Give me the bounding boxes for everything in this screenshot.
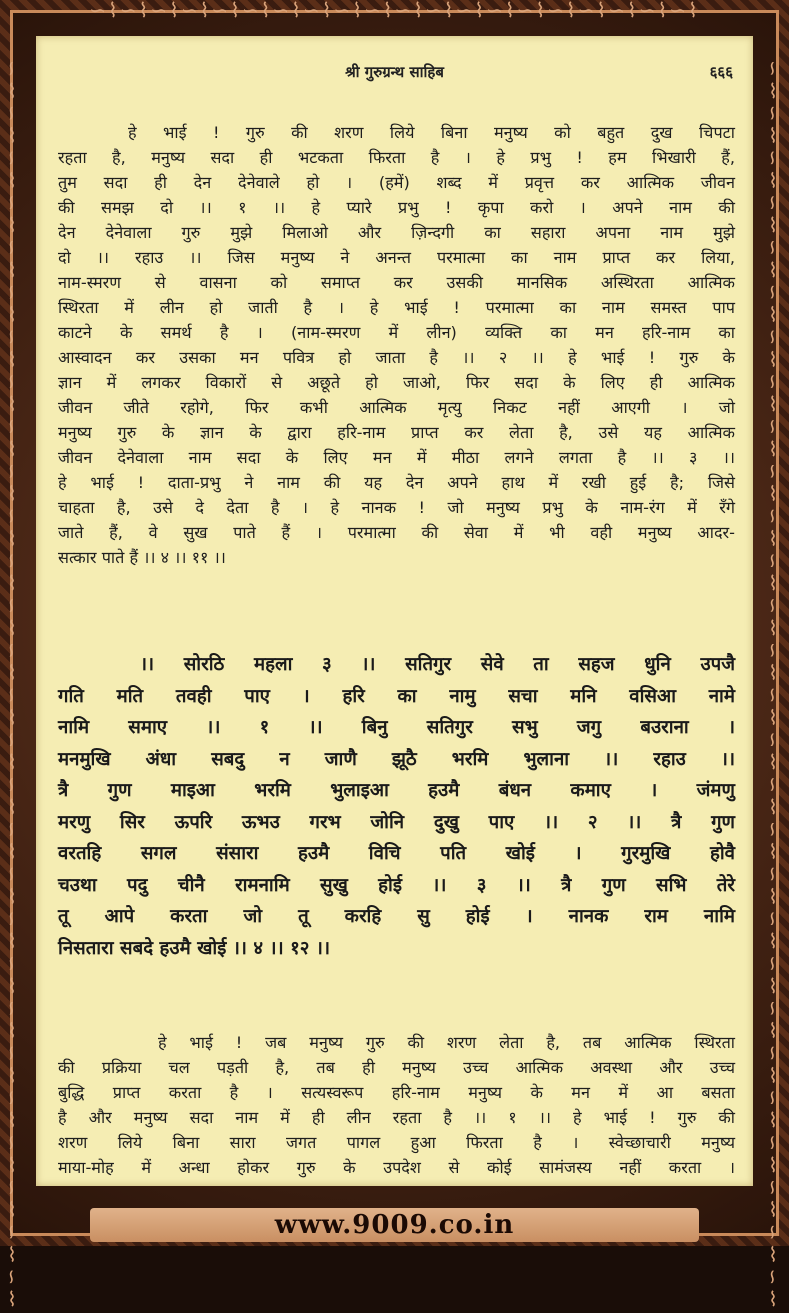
verse-line: चउथा पदु चीनै रामनामि सुखु होई ।। ३ ।। त्रै गुण सभि तेरे: [58, 874, 735, 896]
verse-line: मरणु सिर ऊपरि ऊभउ गरभ जोनि दुखु पाए ।। २ ।। त्रै गुण: [58, 811, 735, 833]
verse-line: ।। सोरठि महला ३ ।। सतिगुर सेवे ता सहज धुनि उपजै: [140, 654, 735, 675]
translation-paragraph-1: [58, 120, 735, 570]
text-line: हे भाई ! गुरु की शरण लिये बिना मनुष्य को बहुत दुख चिपटा: [128, 123, 735, 142]
verse-line: गति मति तवही पाए । हरि का नामु सचा मनि वसिआ नामे: [58, 685, 735, 707]
text-line: मनुष्य गुरु के ज्ञान के द्वारा हरि-नाम प्राप्त कर लेता है, उसे यह आत्मिक: [58, 423, 735, 442]
text-line: रहता है, मनुष्य सदा ही भटकता फिरता है । हे प्रभु ! हम भिखारी हैं,: [58, 148, 735, 167]
verse-line: निसतारा सबदे हउमै खोई ।। ४ ।। १२ ।।: [58, 937, 331, 959]
text-line: हे भाई ! दाता-प्रभु ने नाम की यह देन अपने हाथ में रखी हुई है; जिसे: [58, 473, 735, 492]
text-line: माया-मोह में अन्धा होकर गुरु के उपदेश से कोई सामंजस्य नहीं करता ।: [58, 1158, 735, 1177]
text-line: नाम-स्मरण से वासना को समाप्त कर उसकी मानसिक अस्थिरता आत्मिक: [58, 273, 735, 292]
text-line: शरण लिये बिना सारा जगत पागल हुआ फिरता है । स्वेच्छाचारी मनुष्य: [58, 1133, 735, 1152]
text-line: जीवन देनेवाला नाम सदा के लिए मन में मीठा लगने लगता है ।। ३ ।।: [58, 448, 735, 467]
border-ornament-left: ∽⌇∽⌇∽⌇∽⌇∽⌇∽⌇∽⌇∽⌇∽⌇∽⌇∽⌇∽⌇∽⌇∽⌇∽⌇∽⌇∽⌇∽⌇∽⌇∽⌇∽⌇∽⌇∽⌇∽⌇∽⌇∽⌇∽⌇∽⌇: [0, 60, 24, 1313]
translation-paragraph-2: [58, 1030, 735, 1180]
text-line: हे भाई ! जब मनुष्य गुरु की शरण लेता है, तब आत्मिक स्थिरता: [158, 1033, 735, 1052]
verse-line: त्रै गुण माइआ भरमि भुलाइआ हउमै बंधन कमाए । जंमणु: [58, 780, 735, 801]
page-number: ६६६: [709, 63, 733, 81]
page-header: [36, 62, 753, 86]
text-line: आस्वादन कर उसका मन पवित्र हो जाता है ।। २ ।। हे भाई ! गुरु के: [58, 348, 735, 367]
gurbani-verse: [58, 649, 735, 964]
text-line: जाते हैं, वे सुख पाते हैं । परमात्मा की सेवा में भी वही मनुष्य आदर-: [58, 523, 735, 542]
text-line: देन देनेवाला गुरु मुझे मिलाओ और ज़िन्दगी का सहारा अपना नाम मुझे: [58, 223, 735, 242]
verse-line: नामि समाए ।। १ ।। बिनु सतिगुर सभु जगु बउराना ।: [58, 717, 735, 738]
text-line: दो ।। रहाउ ।। जिस मनुष्य ने अनन्त परमात्मा का नाम प्राप्त कर लिया,: [58, 248, 735, 267]
border-ornament-top: ∽⌇∽⌇∽⌇∽⌇∽⌇∽⌇∽⌇∽⌇∽⌇∽⌇∽⌇∽⌇∽⌇∽⌇∽⌇∽⌇∽⌇∽⌇∽⌇∽⌇: [89, 0, 700, 22]
text-line: काटने के समर्थ है । (नाम-स्मरण में लीन) व्यक्ति का मन हरि-नाम का: [58, 323, 735, 342]
page-title: श्री गुरुग्रन्थ साहिब: [345, 63, 444, 81]
border-ornament-right: ∽⌇∽⌇∽⌇∽⌇∽⌇∽⌇∽⌇∽⌇∽⌇∽⌇∽⌇∽⌇∽⌇∽⌇∽⌇∽⌇∽⌇∽⌇∽⌇∽⌇∽⌇∽⌇∽⌇∽⌇∽⌇∽⌇∽⌇∽⌇: [761, 60, 785, 1313]
text-line: जीवन जीते रहोगे, फिर कभी आत्मिक मृत्यु निकट नहीं आएगी । जो: [58, 398, 735, 417]
verse-line: वरतहि सगल संसारा हउमै विचि पति खोई । गुरमुखि होवै: [58, 843, 735, 864]
text-line: तुम सदा ही देन देनेवाले हो । (हमें) शब्द में प्रवृत्त कर आत्मिक जीवन: [58, 173, 735, 192]
text-line: सत्कार पाते हैं ।। ४ ।। ११ ।।: [58, 548, 226, 567]
website-url[interactable]: www.9009.co.in: [274, 1210, 515, 1240]
text-line: की समझ दो ।। १ ।। हे प्यारे प्रभु ! कृपा करो । अपने नाम की: [58, 198, 735, 217]
text-line: की प्रक्रिया चल पड़ती है, तब ही मनुष्य उच्च आत्मिक अवस्था और उच्च: [58, 1058, 735, 1077]
verse-line: तू आपे करता जो तू करहि सु होई । नानक राम नामि: [58, 906, 735, 927]
scripture-page: [36, 36, 753, 1186]
text-line: बुद्धि प्राप्त करता है । सत्यस्वरूप हरि-नाम मनुष्य के मन में आ बसता: [58, 1083, 735, 1102]
text-line: है और मनुष्य सदा नाम में ही लीन रहता है ।। १ ।। हे भाई ! गुरु की: [58, 1108, 735, 1127]
text-line: ज्ञान में लगकर विकारों से अछूते हो जाओ, फिर सदा के लिए ही आत्मिक: [58, 373, 735, 392]
text-line: चाहता है, उसे दे देता है । हे नानक ! जो मनुष्य प्रभु के नाम-रंग में रँगे: [58, 498, 735, 517]
text-line: स्थिरता में लीन हो जाती है । हे भाई ! परमात्मा का नाम समस्त पाप: [58, 298, 735, 317]
verse-line: मनमुखि अंधा सबदु न जाणै झूठै भरमि भुलाना ।। रहाउ ।।: [58, 748, 735, 770]
